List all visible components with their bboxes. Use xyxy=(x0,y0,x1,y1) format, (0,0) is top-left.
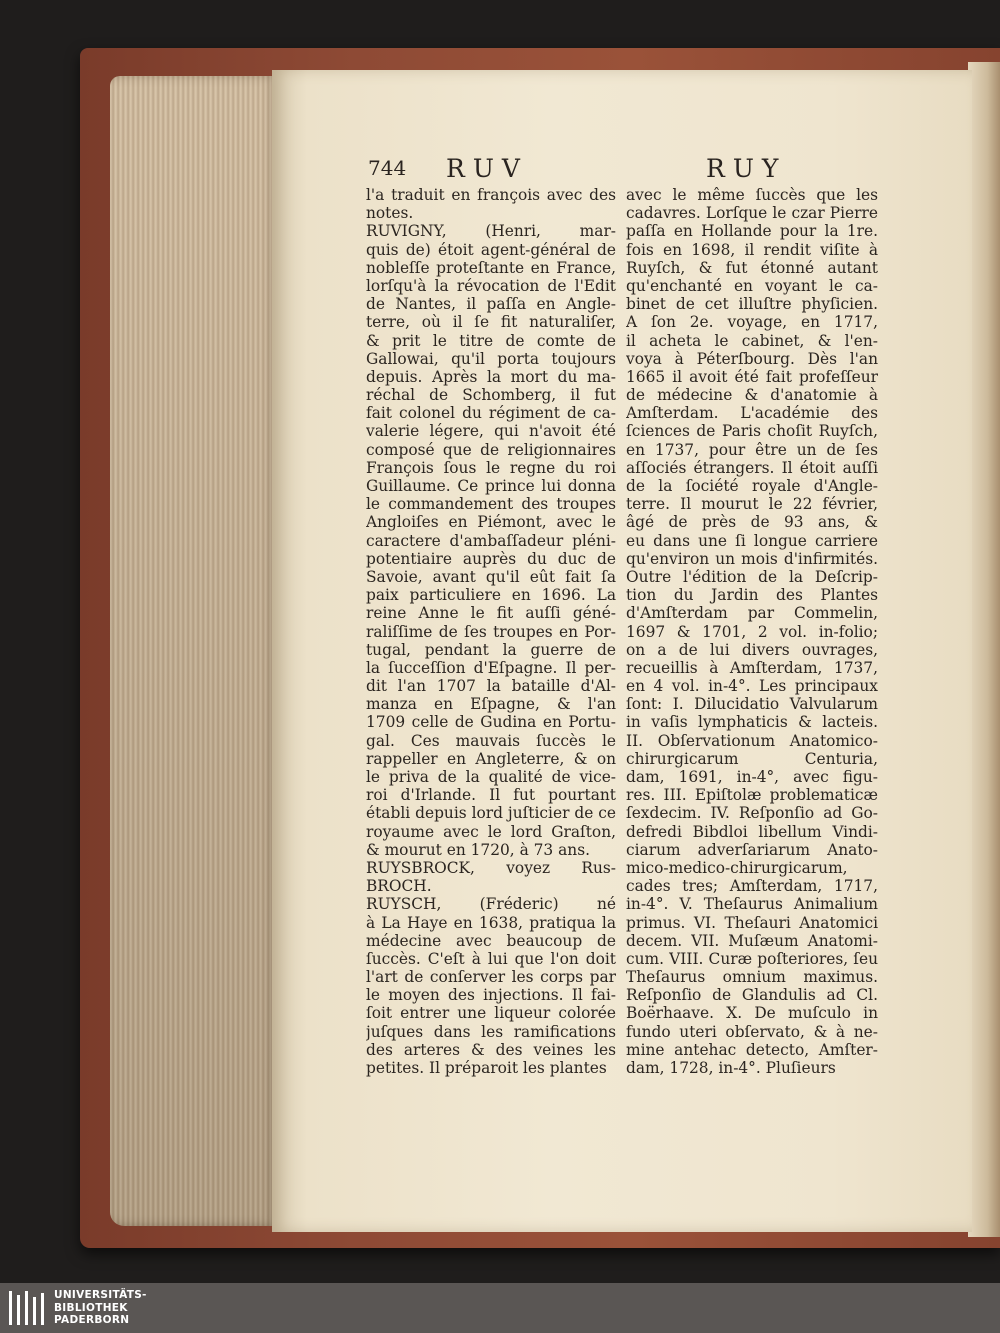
text-line: qu'enchanté en voyant le ca- xyxy=(626,276,878,295)
header-right-word: RUY xyxy=(706,154,787,183)
text-line: notes. xyxy=(366,204,414,223)
text-line: de médecine & d'anatomie à xyxy=(626,386,878,405)
text-line: fundo uteri obſervato, & à ne- xyxy=(626,1022,878,1041)
library-name-line2: BIBLIOTHEK xyxy=(54,1301,128,1314)
text-line: decem. VII. Muſæum Anatomi- xyxy=(626,931,878,950)
text-line: dam, 1691, in-4°, avec figu- xyxy=(626,768,878,786)
text-line: mico-medico-chirurgicarum, xyxy=(626,858,848,877)
text-line: in-4°. V. Theſaurus Animalium xyxy=(626,895,878,914)
text-line: Gallowai, qu'il porta toujours xyxy=(366,349,616,368)
text-line: le moyen des injections. Il fai- xyxy=(366,986,616,1005)
right-text-column xyxy=(626,186,878,1077)
text-line: Theſaurus omnium maximus. xyxy=(626,968,878,987)
text-line: le priva de la qualité de vice- xyxy=(366,768,616,786)
text-line: quis de) étoit agent-général de xyxy=(366,240,616,259)
text-line: mine antehac detecto, Amſter- xyxy=(626,1040,878,1059)
text-line: rappeller en Angleterre, & on xyxy=(366,749,616,768)
text-line: avec le même ſuccès que les xyxy=(626,186,878,204)
text-line: Angloiſes en Piémont, avec le xyxy=(366,513,616,532)
text-line: Reſponſio de Glandulis ad Cl. xyxy=(626,986,878,1005)
text-line: 1665 il avoit été fait profeſſeur xyxy=(626,367,878,386)
text-line: établi depuis lord juſticier de ce xyxy=(366,804,616,823)
text-line: dam, 1728, in-4°. Pluſieurs xyxy=(626,1059,836,1077)
text-line: nobleſſe proteſtante en France, xyxy=(366,258,616,277)
text-line: ſexdecim. IV. Reſponſio ad Go- xyxy=(626,804,878,823)
text-line: binet de cet illuſtre phyſicien. xyxy=(626,295,878,314)
text-line: res. III. Epiſtolæ problematicæ xyxy=(626,786,878,805)
text-line: d'Amſterdam par Commelin, xyxy=(626,604,878,623)
library-footer xyxy=(0,1283,1000,1333)
text-line: terre, où il ſe fit naturaliſer, xyxy=(366,313,616,332)
text-line: François ſous le regne du roi xyxy=(366,458,616,477)
text-line: cades tres; Amſterdam, 1717, xyxy=(626,877,878,896)
text-line: tion du Jardin des Plantes xyxy=(626,586,878,605)
text-line: petites. Il préparoit les plantes xyxy=(366,1059,607,1077)
text-line: paſſa en Hollande pour la 1re. xyxy=(626,222,878,241)
text-line: l'a traduit en françois avec des xyxy=(366,186,616,204)
text-line: cum. VIII. Curæ poſteriores, ſeu xyxy=(626,949,878,968)
text-line: la ſucceſſion d'Eſpagne. Il per- xyxy=(366,658,616,677)
text-line: paix particuliere en 1696. La xyxy=(366,586,616,605)
text-line: Amſterdam. L'académie des xyxy=(626,404,878,423)
text-line: potentiaire auprès du duc de xyxy=(366,549,616,568)
text-line: tugal, pendant la guerre de xyxy=(366,640,616,659)
text-line: RUYSBROCK, voyez Rus- xyxy=(366,858,616,877)
text-line: dit l'an 1707 la bataille d'Al- xyxy=(366,677,616,696)
text-line: BROCH. xyxy=(366,877,432,896)
text-line: depuis. Après la mort du ma- xyxy=(366,367,616,386)
left-text-column xyxy=(366,186,616,1077)
page-edges xyxy=(110,76,278,1226)
text-line: âgé de près de 93 ans, & xyxy=(626,513,878,532)
text-line: voya à Péterſbourg. Dès l'an xyxy=(626,349,878,368)
text-line: 1697 & 1701, 2 vol. in-folio; xyxy=(626,622,878,641)
text-line: Boërhaave. X. De muſculo in xyxy=(626,1004,878,1023)
text-line: en 1737, pour être un de ſes xyxy=(626,440,878,459)
text-line: gal. Ces mauvais ſuccès le xyxy=(366,731,616,750)
text-line: le commandement des troupes xyxy=(366,495,616,514)
text-line: Savoie, avant qu'il eût fait ſa xyxy=(366,567,616,586)
text-line: de Nantes, il paſſa en Angle- xyxy=(366,295,616,314)
text-line: raliſſime de ſes troupes en Por- xyxy=(366,622,616,641)
text-line: RUYSCH, (Fréderic) né xyxy=(366,895,616,914)
text-line: & prit le titre de comte de xyxy=(366,331,616,350)
text-line: 1709 celle de Gudina en Portu- xyxy=(366,713,616,732)
library-name xyxy=(54,1289,147,1327)
text-line: aſſociés étrangers. Il étoit auſſi xyxy=(626,458,878,477)
text-line: fait colonel du régiment de ca- xyxy=(366,404,616,423)
text-line: defredi Bibdloi libellum Vindi- xyxy=(626,822,878,841)
page-number: 744 xyxy=(368,156,407,180)
text-line: roi d'Irlande. Il fut pourtant xyxy=(366,786,616,805)
library-logo-icon xyxy=(5,1287,50,1329)
text-line: valerie légere, qui n'avoit été xyxy=(366,422,616,441)
library-name-line3: PADERBORN xyxy=(54,1314,130,1326)
text-line: juſques dans les ramifications xyxy=(366,1022,616,1041)
running-header xyxy=(368,154,878,184)
text-line: ciarum adverſariarum Anato- xyxy=(626,840,878,859)
text-line: composé que de religionnaires xyxy=(366,440,616,459)
text-line: II. Obſervationum Anatomico- xyxy=(626,731,878,750)
text-line: ſoit entrer une liqueur colorée xyxy=(366,1004,616,1023)
library-name-line1: UNIVERSITÄTS- xyxy=(54,1289,147,1301)
text-line: manza en Eſpagne, & l'an xyxy=(366,695,616,714)
text-line: à La Haye en 1638, pratiqua la xyxy=(366,913,616,932)
text-line: eu dans une ſi longue carriere xyxy=(626,531,878,550)
text-line: terre. Il mourut le 22 février, xyxy=(626,495,878,514)
text-line: en 4 vol. in-4°. Les principaux xyxy=(626,677,878,696)
text-line: il acheta le cabinet, & l'en- xyxy=(626,331,878,350)
text-line: cadavres. Lorſque le czar Pierre xyxy=(626,204,878,223)
text-line: des arteres & des veines les xyxy=(366,1040,616,1059)
right-page-edge xyxy=(968,62,1000,1237)
header-left-word: RUV xyxy=(446,154,528,183)
text-line: réchal de Schomberg, il fut xyxy=(366,386,616,405)
text-line: Outre l'édition de la Deſcrip- xyxy=(626,567,878,586)
text-line: fois en 1698, il rendit viſite à xyxy=(626,240,878,259)
text-line: ſciences de Paris choſit Ruyſch, xyxy=(626,422,878,441)
text-line: in vaſis lymphaticis & lacteis. xyxy=(626,713,878,732)
text-line: de la ſociété royale d'Angle- xyxy=(626,477,878,495)
text-line: ſuccès. C'eſt à lui que l'on doit xyxy=(366,949,616,968)
text-line: recueillis à Amſterdam, 1737, xyxy=(626,658,878,677)
text-line: Guillaume. Ce prince lui donna xyxy=(366,477,616,495)
text-line: on a de lui divers ouvrages, xyxy=(626,640,878,659)
text-line: royaume avec le lord Graſton, xyxy=(366,822,616,841)
text-line: chirurgicarum Centuria, xyxy=(626,749,878,768)
text-line: lorſqu'à la révocation de l'Edit xyxy=(366,276,616,295)
text-line: & mourut en 1720, à 73 ans. xyxy=(366,840,590,859)
text-line: qu'environ un mois d'infirmités. xyxy=(626,549,878,568)
text-line: ſont: I. Dilucidatio Valvularum xyxy=(626,695,878,714)
text-line: caractere d'ambaſſadeur pléni- xyxy=(366,531,616,550)
text-line: l'art de conſerver les corps par xyxy=(366,968,616,987)
text-line: RUVIGNY, (Henri, mar- xyxy=(366,222,616,241)
text-line: Ruyſch, & fut étonné autant xyxy=(626,258,878,277)
text-line: médecine avec beaucoup de xyxy=(366,931,616,950)
text-line: primus. VI. Theſauri Anatomici xyxy=(626,913,878,932)
text-line: A ſon 2e. voyage, en 1717, xyxy=(626,313,878,332)
text-line: reine Anne le fit auſſi géné- xyxy=(366,604,616,623)
